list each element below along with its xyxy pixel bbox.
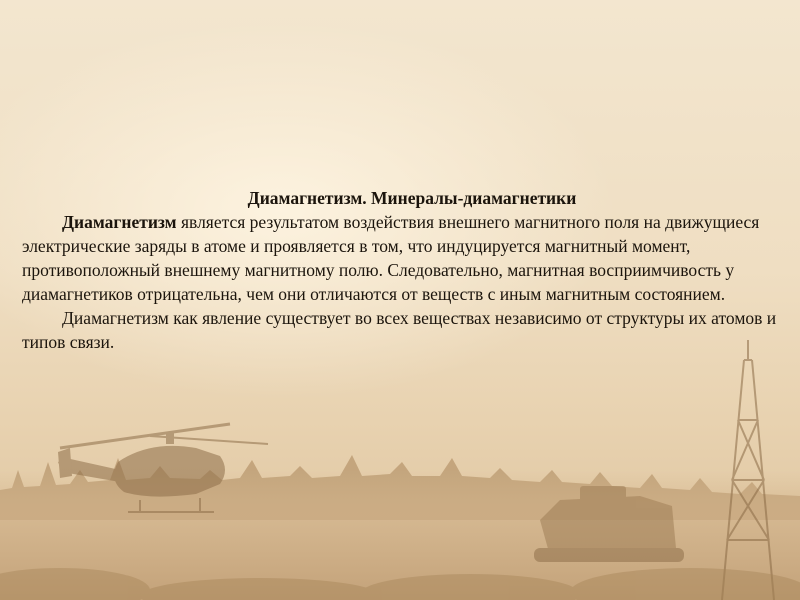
paragraph-2 (22, 306, 782, 354)
paragraph-1 (22, 210, 782, 306)
text-content (22, 186, 782, 354)
paragraph-1-term: Диамагнетизм (62, 212, 177, 232)
paragraph-1-text: является результатом воздействия внешнего магнитного поля на движущиеся электрические заряды в атоме и проявляется в том, что индуцируется магнитный момент, противоположный внешнему магнитному полю. Следовательно, магнитная восприимчивость у диамагнетиков отрицательна, чем они отличаются от веществ с иным магнитным состоянием. (22, 212, 760, 304)
paragraph-2-text: Диамагнетизм как явление существует во всех веществах независимо от структуры их атомов и типов связи. (22, 308, 777, 352)
slide-title: Диамагнетизм. Минералы-диамагнетики (247, 188, 577, 208)
